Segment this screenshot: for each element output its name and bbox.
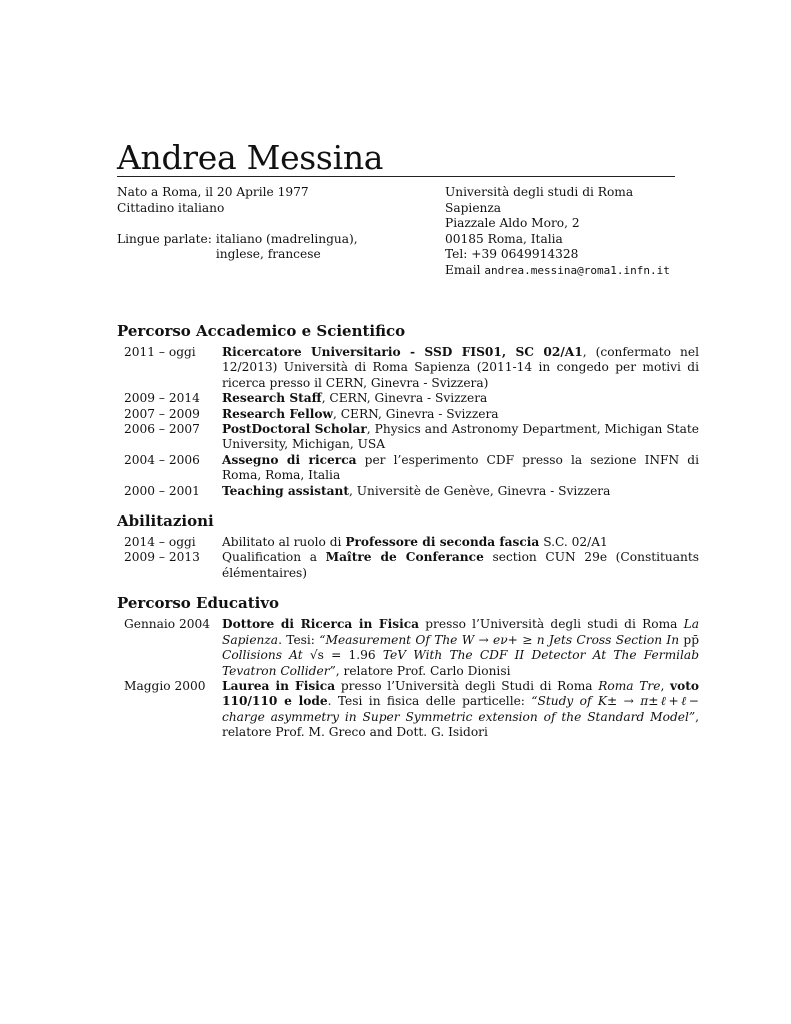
entry-role: Assegno di ricerca xyxy=(222,452,357,467)
entry-role: Teaching assistant xyxy=(222,483,349,498)
university-name: Roma Tre xyxy=(598,678,661,693)
academic-entry xyxy=(117,422,699,453)
entry-date: Maggio 2000 xyxy=(124,678,206,693)
grade-separator: , xyxy=(660,678,671,693)
languages-values xyxy=(216,232,358,263)
education-entry-laurea xyxy=(117,679,699,741)
entry-details: per l’esperimento CDF presso la sezione INFN di Roma, Roma, Italia xyxy=(222,452,699,483)
abilitazioni-entries xyxy=(117,535,699,581)
languages-line-1: italiano (madrelingua), xyxy=(215,231,358,246)
entry-date: 2009 – 2013 xyxy=(124,550,200,565)
thesis-title-part-1: “Measurement Of The W → eν+ ≥ n Jets Cross Section In xyxy=(319,632,684,647)
academic-entry xyxy=(117,391,699,406)
academic-entry xyxy=(117,407,699,422)
thesis-title-part-2: Collisions At xyxy=(222,648,310,663)
advisor: , relatore Prof. Carlo Dionisi xyxy=(335,663,511,678)
entry-description xyxy=(222,679,699,741)
university-name: La Sapienza xyxy=(222,617,700,647)
personal-info xyxy=(117,185,417,278)
university-text: presso l’Università degli studi di Roma xyxy=(419,617,684,632)
thesis-label: . Tesi: xyxy=(278,632,320,647)
email-line xyxy=(445,263,675,279)
collision-type: pp̄ xyxy=(683,632,699,647)
entry-description xyxy=(222,345,699,391)
street-address: Piazzale Aldo Moro, 2 xyxy=(445,216,580,230)
entry-details: S.C. 02/A1 xyxy=(539,535,608,550)
entry-role: Professore di seconda fascia xyxy=(345,535,540,550)
section-title-academic: Percorso Accademico e Scientifico xyxy=(117,322,406,340)
degree-title: Dottore di Ricerca in Fisica xyxy=(222,617,420,632)
education-entry-phd xyxy=(117,617,699,679)
advisor: , relatore Prof. M. Greco and Dott. G. Isidori xyxy=(222,709,699,740)
entry-details: , CERN, Ginevra - Svizzera xyxy=(321,391,488,406)
entry-date: 2000 – 2001 xyxy=(124,483,200,498)
entry-description xyxy=(222,407,699,422)
entry-description xyxy=(222,484,699,499)
email-label: Email xyxy=(445,262,481,277)
section-title-abilitazioni: Abilitazioni xyxy=(117,512,214,531)
entry-description xyxy=(222,422,699,453)
section-title-education: Percorso Educativo xyxy=(117,594,280,613)
university-text: presso l’Università degli Studi di Roma xyxy=(335,678,599,693)
languages-info xyxy=(117,232,417,263)
university-address: Università degli studi di Roma Sapienza xyxy=(445,185,634,215)
entry-date: 2011 – oggi xyxy=(124,345,196,359)
entry-description xyxy=(222,550,699,581)
entry-description xyxy=(222,391,699,406)
sqrt-s-value: √s = 1.96 xyxy=(309,648,376,663)
entry-date: 2004 – 2006 xyxy=(124,452,200,467)
contact-block xyxy=(117,185,675,278)
citizenship-info: Cittadino italiano xyxy=(117,200,225,215)
entry-description xyxy=(222,535,699,550)
address-info xyxy=(445,185,675,278)
degree-title: Laurea in Fisica xyxy=(222,678,336,693)
entry-description xyxy=(222,453,699,484)
cv-page xyxy=(117,140,699,741)
entry-details: , CERN, Ginevra - Svizzera xyxy=(332,406,499,421)
birth-info: Nato a Roma, il 20 Aprile 1977 xyxy=(117,185,309,199)
academic-entry xyxy=(117,453,699,484)
academic-entry xyxy=(117,345,699,391)
entry-date: 2007 – 2009 xyxy=(124,406,200,421)
entry-role: Ricercatore Universitario - SSD FIS01, SC 02/A1 xyxy=(222,345,583,359)
abilitazione-entry xyxy=(117,535,699,550)
thesis-title: “Study of K± → π±ℓ+ℓ− charge asymmetry in Super Symmetric extension of the Standard Model” xyxy=(222,694,700,724)
entry-role: Maître de Conferance xyxy=(325,550,484,565)
city-address: 00185 Roma, Italia xyxy=(445,231,563,246)
academic-entry xyxy=(117,484,699,499)
entry-date: 2009 – 2014 xyxy=(124,391,200,406)
entry-date: 2006 – 2007 xyxy=(124,422,200,437)
thesis-title-part-3: TeV With The CDF II Detector At The Fermilab Tevatron Collider” xyxy=(222,648,699,678)
email-address[interactable]: andrea.messina@roma1.infn.it xyxy=(484,263,670,277)
entry-role: Research Fellow xyxy=(222,406,333,421)
entry-details: , (confermato nel 12/2013) Università di Roma Sapienza (2011-14 in congedo per motivi di ricerca presso il CERN, Ginevra - Svizzera) xyxy=(222,345,699,390)
entry-details: section CUN 29e (Constituants élémentaires) xyxy=(222,550,700,580)
person-name: Andrea Messina xyxy=(117,138,384,177)
languages-label: Lingue parlate: xyxy=(117,231,212,246)
education-entries xyxy=(117,617,699,740)
grade: voto 110/110 e lode xyxy=(222,678,700,709)
entry-description xyxy=(222,617,699,679)
entry-role: PostDoctoral Scholar xyxy=(222,422,367,437)
entry-prefix: Qualification a xyxy=(222,550,326,565)
entry-date: Gennaio 2004 xyxy=(124,617,211,632)
thesis-label: . Tesi in fisica delle particelle: xyxy=(327,694,532,709)
entry-role: Research Staff xyxy=(222,391,322,406)
academic-entries xyxy=(117,345,699,499)
telephone: Tel: +39 0649914328 xyxy=(445,247,579,261)
entry-details: , Universitè de Genève, Ginevra - Svizzera xyxy=(349,483,611,498)
abilitazione-entry xyxy=(117,550,699,581)
languages-line-2: inglese, francese xyxy=(215,247,321,261)
entry-prefix: Abilitato al ruolo di xyxy=(222,535,346,550)
entry-date: 2014 – oggi xyxy=(124,535,196,550)
entry-details: , Physics and Astronomy Department, Michigan State University, Michigan, USA xyxy=(222,422,700,452)
